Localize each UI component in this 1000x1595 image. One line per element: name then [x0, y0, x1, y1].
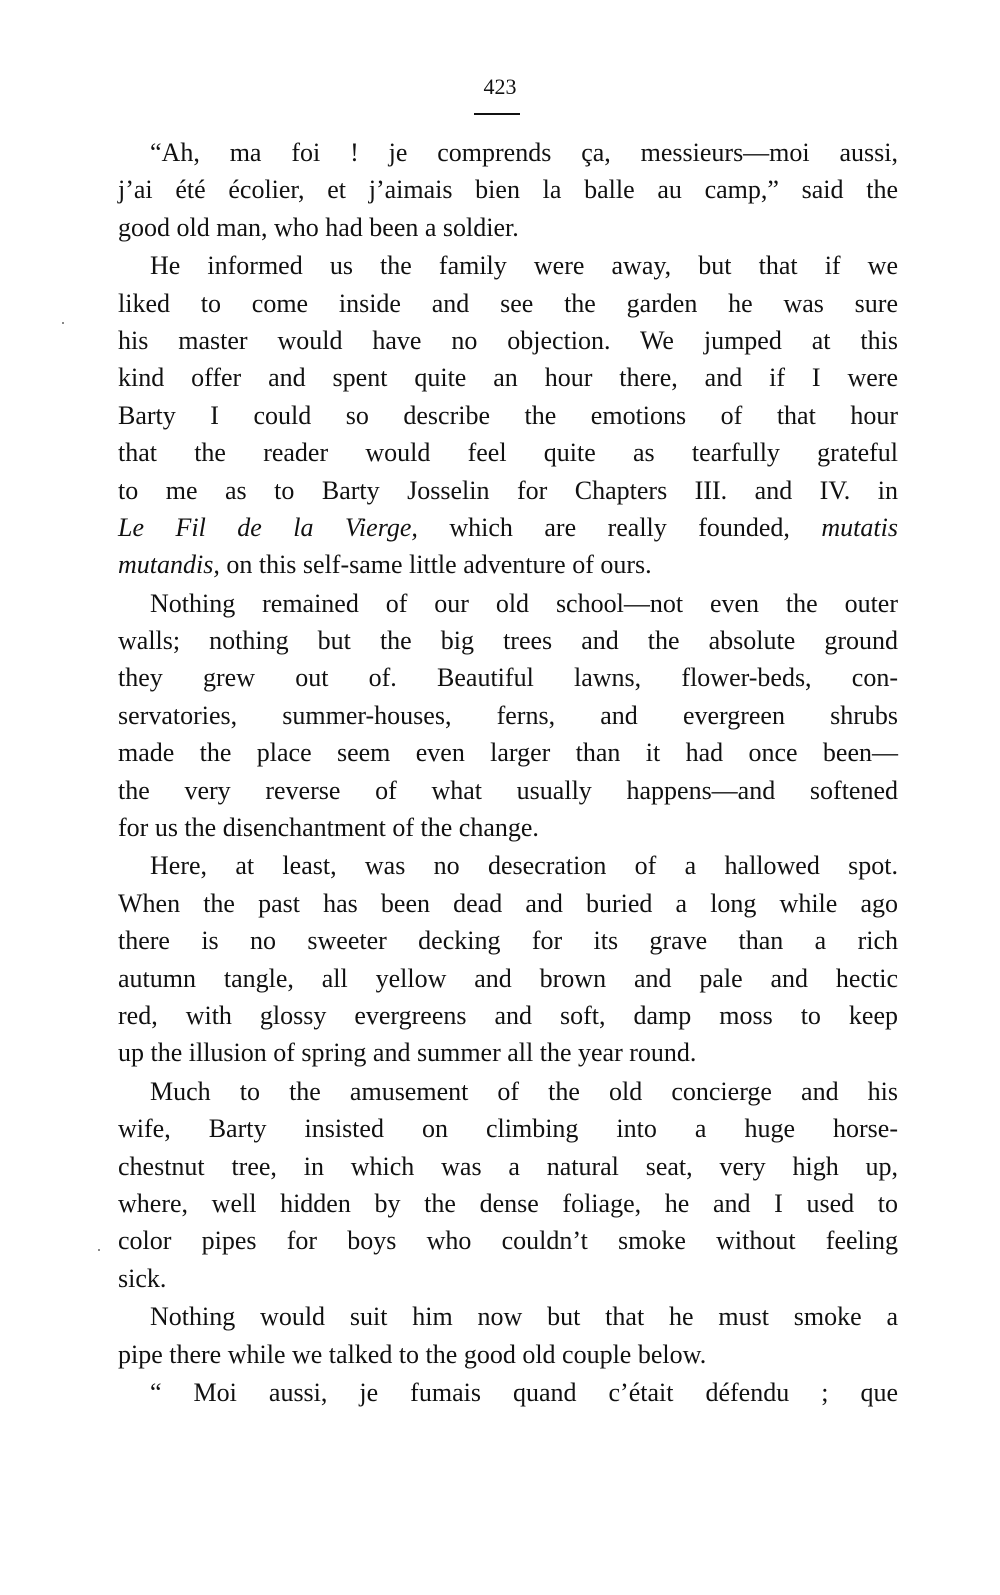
page-number: 423 — [483, 74, 517, 99]
text-line — [118, 1260, 898, 1297]
text-line — [118, 1222, 898, 1259]
text-line — [118, 960, 898, 997]
text-segment: color pipes for boys who couldn’t smoke without feeling — [118, 1226, 898, 1256]
text-line — [118, 585, 898, 622]
text-line — [118, 1298, 898, 1335]
text-line — [118, 359, 898, 396]
text-line — [118, 509, 898, 546]
text-segment: wife, Barty insisted on climbing into a huge horse- — [118, 1114, 898, 1144]
text-segment: pipe there while we talked to the good old couple below. — [118, 1339, 707, 1369]
text-line — [118, 659, 898, 696]
text-segment: Nothing remained of our old school—not even the outer — [150, 588, 898, 618]
text-line — [118, 1110, 898, 1147]
paragraph — [118, 134, 898, 246]
text-line — [118, 885, 898, 922]
text-segment: they grew out of. Beautiful lawns, flower-beds, con- — [118, 663, 898, 693]
text-line — [118, 772, 898, 809]
paragraph — [118, 585, 898, 847]
text-line — [118, 247, 898, 284]
text-line — [118, 997, 898, 1034]
text-line — [118, 285, 898, 322]
text-segment: where, well hidden by the dense foliage, he and I used to — [118, 1188, 898, 1218]
scan-speck — [98, 1249, 100, 1251]
paragraph — [118, 1073, 898, 1297]
text-segment: made the place seem even larger than it had once been— — [118, 738, 898, 768]
text-line — [118, 809, 898, 846]
text-line — [118, 697, 898, 734]
text-line — [118, 622, 898, 659]
text-line — [118, 209, 898, 246]
text-segment: his master would have no objection. We jumped at this — [118, 325, 898, 355]
text-segment: When the past has been dead and buried a long while ago — [118, 888, 898, 918]
text-segment: which are really founded, — [417, 512, 822, 542]
text-segment: chestnut tree, in which was a natural seat, very high up, — [118, 1151, 898, 1181]
paragraph — [118, 847, 898, 1071]
scan-speck — [62, 322, 64, 324]
text-line — [118, 1148, 898, 1185]
text-segment: “ Moi aussi, je fumais quand c’était défendu ; que — [150, 1377, 898, 1407]
text-segment: sick. — [118, 1263, 167, 1293]
text-segment: kind offer and spent quite an hour there, and if I were — [118, 363, 898, 393]
text-segment: Nothing would suit him now but that he must smoke a — [150, 1302, 898, 1332]
paragraph — [118, 1298, 898, 1373]
paragraph — [118, 1374, 898, 1411]
text-segment: “Ah, ma foi ! je comprends ça, messieurs—moi aussi, — [150, 138, 898, 167]
text-line — [118, 1374, 898, 1411]
text-segment: there is no sweeter decking for its grave than a rich — [118, 926, 898, 956]
text-segment: on this self-same little adventure of ours. — [219, 550, 652, 580]
text-segment: good old man, who had been a soldier. — [118, 212, 519, 242]
text-segment: red, with glossy evergreens and soft, damp moss to keep — [118, 1000, 898, 1030]
text-segment: to me as to Barty Josselin for Chapters III. and IV. in — [118, 475, 898, 505]
paragraph — [118, 247, 898, 584]
text-line — [118, 434, 898, 471]
text-segment: autumn tangle, all yellow and brown and pale and hectic — [118, 963, 898, 993]
text-segment: liked to come inside and see the garden he was sure — [118, 288, 898, 318]
text-line — [118, 1034, 898, 1071]
text-segment: Here, at least, was no desecration of a hallowed spot. — [150, 851, 898, 881]
text-line — [118, 1073, 898, 1110]
text-segment: that the reader would feel quite as tearfully grateful — [118, 438, 898, 468]
text-segment: for us the disenchantment of the change. — [118, 813, 539, 843]
text-segment: up the illusion of spring and summer all the year round. — [118, 1038, 697, 1068]
text-segment: walls; nothing but the big trees and the absolute ground — [118, 626, 898, 656]
text-segment: j’ai été écolier, et j’aimais bien la balle au camp,” said the — [118, 175, 898, 205]
header-rule — [474, 113, 520, 115]
italic-text: Le Fil de la Vierge, — [118, 512, 418, 542]
page-body — [118, 134, 898, 1412]
text-line — [118, 397, 898, 434]
text-line — [118, 134, 898, 171]
italic-text: mutatis — [821, 512, 898, 542]
text-segment: Much to the amusement of the old concierge and his — [150, 1076, 898, 1106]
text-line — [118, 922, 898, 959]
italic-text: mutandis, — [118, 550, 220, 580]
text-line — [118, 1185, 898, 1222]
text-line — [118, 1336, 898, 1373]
text-segment: He informed us the family were away, but that if we — [150, 251, 898, 281]
text-line — [118, 472, 898, 509]
text-segment: the very reverse of what usually happens—and softened — [118, 775, 898, 805]
text-line — [118, 546, 898, 583]
text-segment: servatories, summer-houses, ferns, and evergreen shrubs — [118, 700, 898, 730]
text-line — [118, 847, 898, 884]
text-line — [118, 171, 898, 208]
text-segment: Barty I could so describe the emotions of that hour — [118, 400, 898, 430]
text-line — [118, 322, 898, 359]
text-line — [118, 734, 898, 771]
